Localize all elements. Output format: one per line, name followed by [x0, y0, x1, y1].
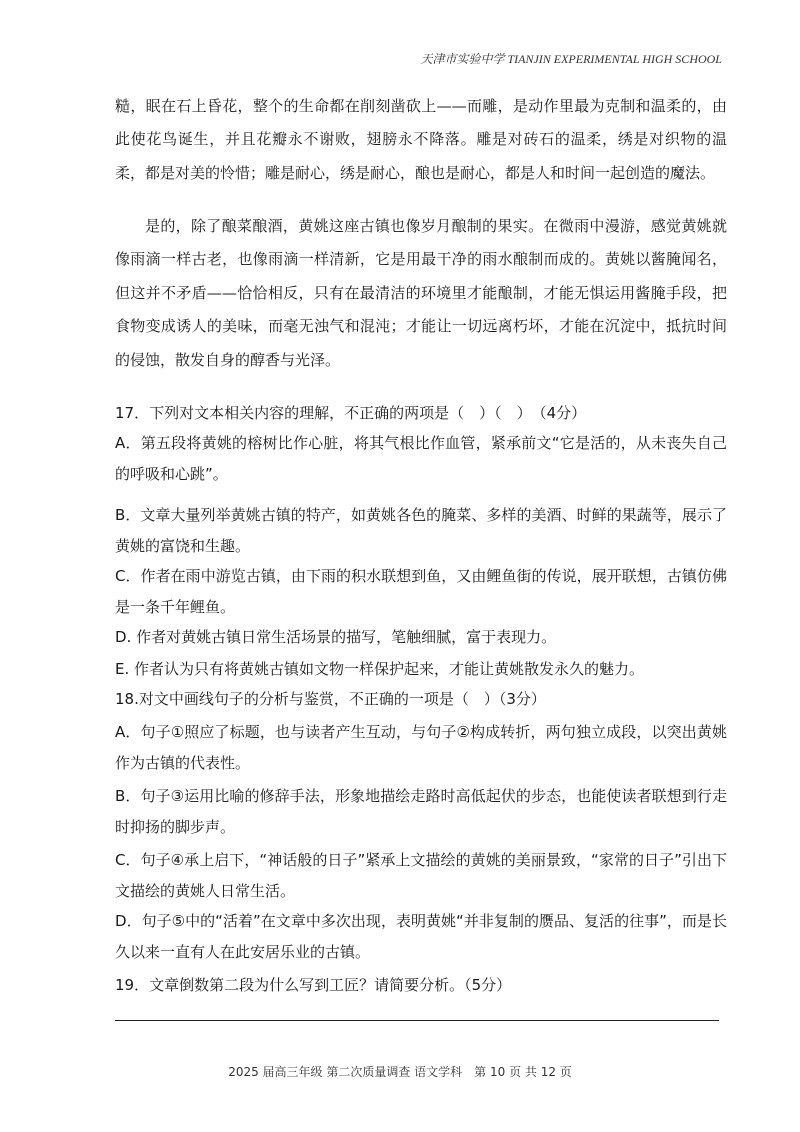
question-17-option-e: E. 作者认为只有将黄姚古镇如文物一样保护起来，才能让黄姚散发永久的魅力。	[115, 660, 645, 678]
question-17-option-a: A．第五段将黄姚的榕树比作心脏，将其气根比作血管，紧承前文“它是活的，从未丧失自己的呼吸和心跳”。	[115, 434, 727, 483]
question-17-option-c: C．作者在雨中游览古镇，由下雨的积水联想到鱼，又由鲤鱼街的传说，展开联想，古镇仿佛是一条千年鲤鱼。	[115, 567, 727, 616]
question-17-option-b: B．文章大量列举黄姚古镇的特产，如黄姚各色的腌菜、多样的美酒、时鲜的果蔬等，展示了黄姚的富饶和生趣。	[115, 506, 727, 555]
question-18-option-d: D．句子⑤中的“活着”在文章中多次出现，表明黄姚“并非复制的赝品、复活的往事”，而是长久以来一直有人在此安居乐业的古镇。	[115, 912, 727, 961]
question-17-option-d: D. 作者对黄姚古镇日常生活场景的描写，笔触细腻，富于表现力。	[115, 628, 557, 646]
question-18-stem: 18.对文中画线句子的分析与鉴赏，不正确的一项是（ ）（3分）	[115, 690, 546, 708]
answer-line[interactable]	[115, 1020, 719, 1021]
question-17-stem: 17．下列对文本相关内容的理解，不正确的两项是（ ）（ ） （4分）	[115, 404, 587, 422]
question-18-option-c: C．句子④承上启下，“神话般的日子”紧承上文描绘的黄姚的美丽景致，“家常的日子”引出下文描绘的黄姚人日常生活。	[115, 851, 727, 900]
question-19-stem: 19．文章倒数第二段为什么写到工匠？请简要分析。（5分）	[115, 976, 512, 994]
page-footer: 2025 届高三年级 第二次质量调查 语文学科 第 10 页 共 12 页	[228, 1065, 572, 1079]
school-header: 天津市实验中学 TIANJIN EXPERIMENTAL HIGH SCHOOL	[420, 52, 722, 66]
question-18-option-a: A．句子①照应了标题，也与读者产生互动，与句子②构成转折，两句独立成段，以突出黄姚作为古镇的代表性。	[115, 723, 727, 772]
passage-paragraph-1: 糙，眠在石上昏花，整个的生命都在削刻凿砍上——而雕，是动作里最为克制和温柔的，由此使花鸟诞生，并且花瓣永不谢败，翅膀永不降落。雕是对砖石的温柔，绣是对织物的温柔，都是对美的怜惜；雕是耐心，绣是耐心，酿也是耐心，都是人和时间一起创造的魔法。	[115, 97, 727, 182]
passage-paragraph-2: 是的，除了酿菜酿酒，黄姚这座古镇也像岁月酿制的果实。在微雨中漫游，感觉黄姚就像雨滴一样古老，也像雨滴一样清新，它是用最干净的雨水酿制而成的。黄姚以酱腌闻名，但这并不矛盾——恰恰相反，只有在最清洁的环境里才能酿制，才能无惧运用酱腌手段，把食物变成诱人的美味，而毫无浊气和混沌；才能让一切远离朽坏，才能在沉淀中，抵抗时间的侵蚀，散发自身的醇香与光泽。	[115, 217, 727, 369]
question-18-option-b: B．句子③运用比喻的修辞手法，形象地描绘走路时高低起伏的步态，也能使读者联想到行走时抑扬的脚步声。	[115, 787, 727, 836]
